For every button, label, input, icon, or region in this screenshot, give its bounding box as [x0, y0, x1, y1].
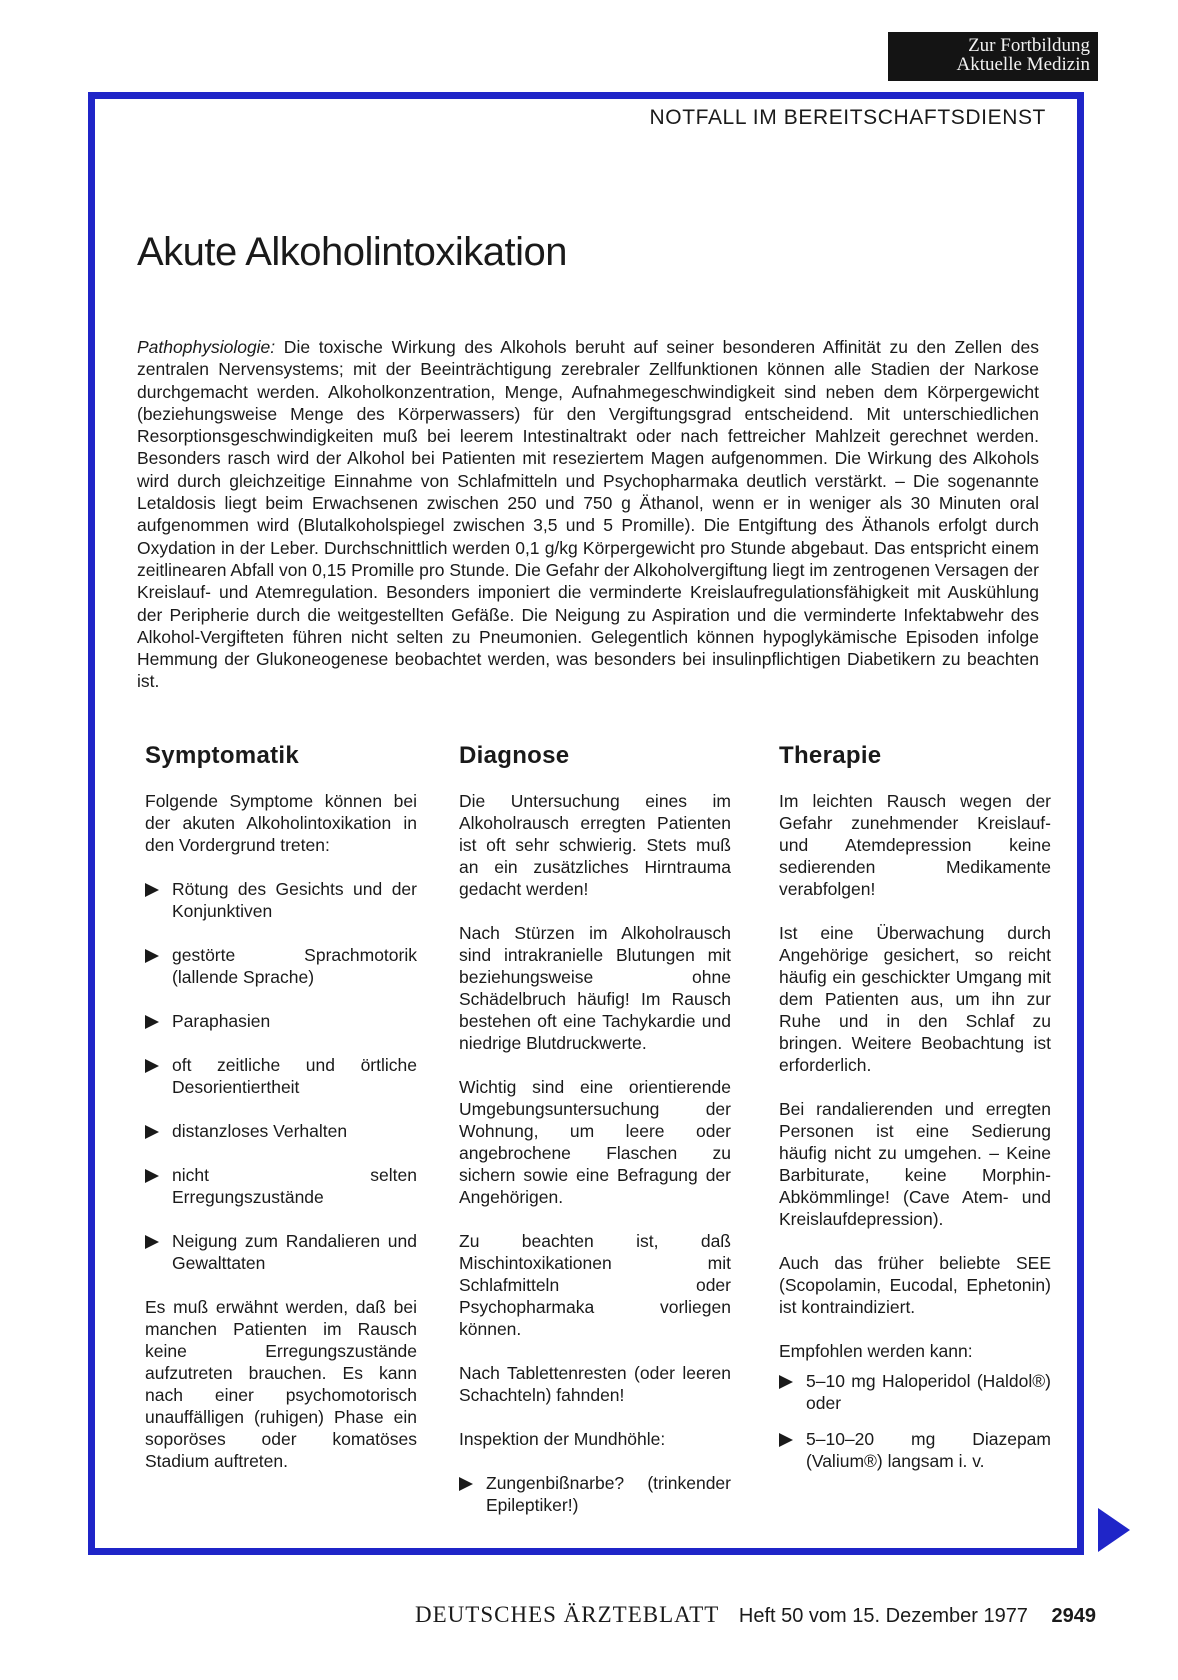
intro-label: Pathophysiologie: [137, 337, 276, 357]
diagnose-paragraph: Zu beachten ist, daß Mischintoxikationen mit Schlafmitteln oder Psychopharmaka vorliegen können. [459, 1231, 731, 1339]
page-footer [415, 1602, 1096, 1628]
column-symptomatik [145, 742, 417, 1494]
list-item: 5–10 mg Haloperidol (Haldol®) oder [779, 1370, 1051, 1414]
list-item: Paraphasien [145, 1010, 417, 1032]
bullet-triangle-icon [145, 949, 159, 963]
symptomatik-lead: Folgende Symptome können bei der akuten Alkoholintoxikation in den Vordergrund treten: [145, 791, 417, 855]
symptomatik-closing: Es muß erwähnt werden, daß bei manchen Patienten im Rausch keine Erregungszustände aufzutreten brauchen. Es kann nach einer psychomotorisch unauffälligen (ruhigen) Phase ein soporöses oder komatöses Stadium auftreten. [145, 1297, 417, 1471]
diagnose-paragraph: Wichtig sind eine orientierende Umgebungsuntersuchung der Wohnung, um leere oder angebrochene Flaschen zu sichern sowie eine Befragung der Angehörigen. [459, 1077, 731, 1207]
bullet-triangle-icon [145, 883, 159, 897]
list-item: gestörte Sprachmotorik (lallende Sprache) [145, 944, 417, 988]
bullet-triangle-icon [779, 1433, 793, 1447]
column-diagnose [459, 742, 731, 1538]
list-item: Zungenbißnarbe? (trinkender Epileptiker!) [459, 1472, 731, 1516]
intro-paragraph [137, 336, 1039, 693]
bullet-triangle-icon [779, 1375, 793, 1389]
therapie-paragraph: Im leichten Rausch wegen der Gefahr zunehmender Kreislauf- und Atemdepression keine sedierenden Medikamente verabfolgen! [779, 791, 1051, 899]
therapie-list [779, 1370, 1051, 1472]
journal-name: DEUTSCHES ÄRZTEBLATT [415, 1602, 720, 1627]
continue-arrow-icon [1098, 1508, 1130, 1552]
diagnose-paragraph: Nach Tablettenresten (oder leeren Schachteln) fahnden! [459, 1363, 731, 1405]
section-tag-line-1: Zur Fortbildung [968, 35, 1090, 56]
diagnose-list [459, 1472, 731, 1516]
page-number: 2949 [1051, 1605, 1096, 1627]
bullet-triangle-icon [145, 1235, 159, 1249]
diagnose-paragraph: Die Untersuchung eines im Alkoholrausch erregten Patienten ist oft sehr schwierig. Stets muß an ein zusätzliches Hirntrauma gedacht werden! [459, 791, 731, 899]
section-tag [888, 32, 1098, 81]
bullet-triangle-icon [145, 1169, 159, 1183]
list-item: Neigung zum Randalieren und Gewalttaten [145, 1230, 417, 1274]
section-tag-line-2: Aktuelle Medizin [956, 54, 1090, 75]
therapie-paragraph: Bei randalierenden und erregten Personen ist eine Sedierung häufig nicht zu umgehen. – Keine Barbiturate, keine Morphin-Abkömmlinge! (Cave Atem- und Kreislaufdepression). [779, 1099, 1051, 1229]
bullet-triangle-icon [145, 1015, 159, 1029]
column-therapie [779, 742, 1051, 1486]
issue-info: Heft 50 vom 15. Dezember 1977 [738, 1605, 1028, 1627]
diagnose-paragraph: Inspektion der Mundhöhle: [459, 1429, 666, 1449]
list-item: oft zeitliche und örtliche Desorientiertheit [145, 1054, 417, 1098]
list-item: distanzloses Verhalten [145, 1120, 417, 1142]
therapie-paragraph: Empfohlen werden kann: [779, 1341, 973, 1361]
bullet-triangle-icon [145, 1125, 159, 1139]
article-title: Akute Alkoholintoxikation [137, 230, 567, 274]
diagnose-paragraph: Nach Stürzen im Alkoholrausch sind intrakranielle Blutungen mit beziehungsweise ohne Schädelbruch häufig! Im Rausch bestehen oft eine Tachykardie und niedrige Blutdruckwerte. [459, 923, 731, 1053]
rubric: NOTFALL IM BEREITSCHAFTSDIENST [649, 106, 1046, 129]
symptom-list [145, 878, 417, 1274]
heading-diagnose: Diagnose [459, 742, 570, 769]
list-item: 5–10–20 mg Diazepam (Valium®) langsam i. v. [779, 1428, 1051, 1472]
heading-therapie: Therapie [779, 742, 882, 769]
bullet-triangle-icon [459, 1477, 473, 1491]
therapie-paragraph: Ist eine Überwachung durch Angehörige gesichert, so reicht häufig ein geschickter Umgang mit dem Patienten aus, um ihn zur Ruhe und in den Schlaf zu bringen. Weitere Beobachtung ist erforderlich. [779, 923, 1051, 1075]
heading-symptomatik: Symptomatik [145, 742, 300, 769]
list-item: Rötung des Gesichts und der Konjunktiven [145, 878, 417, 922]
list-item: nicht selten Erregungszustände [145, 1164, 417, 1208]
therapie-paragraph: Auch das früher beliebte SEE (Scopolamin, Eucodal, Ephetonin) ist kontraindiziert. [779, 1253, 1051, 1317]
intro-text: Die toxische Wirkung des Alkohols beruht auf seiner besonderen Affinität zu den Zellen des zentralen Nervensystems; mit der Beeinträchtigung zerebraler Zellfunktionen können alle Stadien der Narkose durchgemacht werden. Alkoholkonzentration, Menge, Aufnahmegeschwindigkeit sind neben dem Körpergewicht (beziehungsweise Menge des Körperwassers) für den Vergiftungsgrad entscheidend. Mit unterschiedlichen Resorptionsgeschwindigkeiten muß bei leerem Intestinaltrakt oder nach fettreicher Mahlzeit gerechnet werden. Besonders rasch wird der Alkohol bei Patienten mit reseziertem Magen aufgenommen. Die Wirkung des Alkohols wird durch gleichzeitige Einnahme von Schlafmitteln und Psychopharmaka deutlich verstärkt. – Die sogenannte Letaldosis liegt beim Erwachsenen zwischen 250 und 750 g Äthanol, wenn er in weniger als 30 Minuten oral aufgenommen wird (Blutalkoholspiegel zwischen 3,5 und 5 Promille). Die Entgiftung des Äthanols erfolgt durch Oxydation in der Leber. Durchschnittlich werden 0,1 g/kg Körpergewicht pro Stunde abgebaut. Das entspricht einem zeitlinearen Abfall von 0,15 Promille pro Stunde. Die Gefahr der Alkoholvergiftung liegt im zentrogenen Versagen der Kreislauf- und Atemregulation. Besonders imponiert die verminderte Kreislaufregulationsfähigkeit mit Auskühlung der Peripherie durch die weitgestellten Gefäße. Die Neigung zu Aspiration und die verminderte Infektabwehr des Alkohol-Vergifteten führen nicht selten zu Pneumonien. Gelegentlich können hypoglykämische Episoden infolge Hemmung der Glukoneogenese beobachtet werden, was besonders bei insulinpflichtigen Diabetikern zu beachten ist. [137, 337, 1039, 692]
bullet-triangle-icon [145, 1059, 159, 1073]
